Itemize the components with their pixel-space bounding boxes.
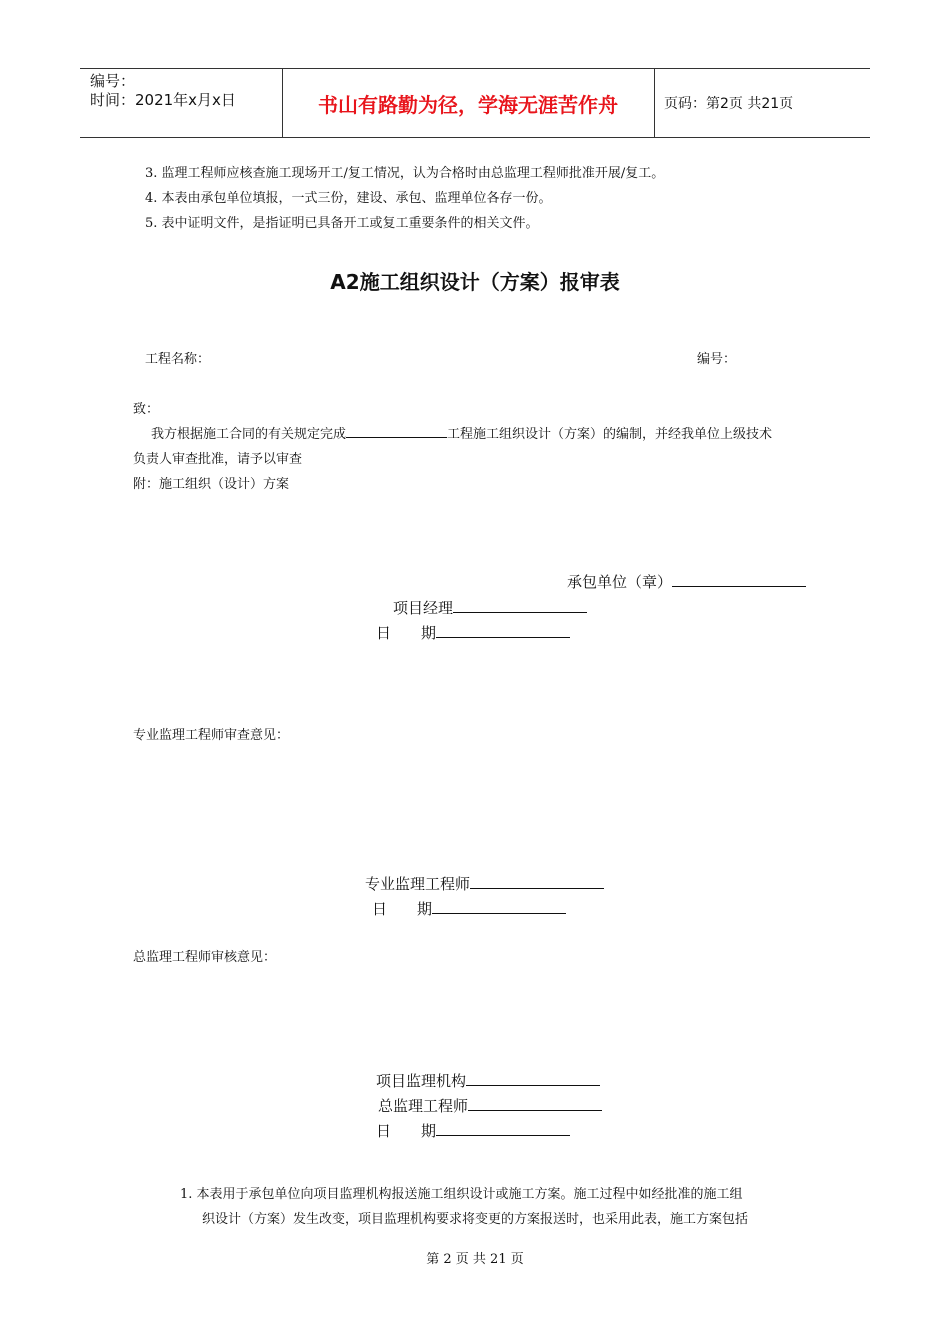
date-label: 日 期 [372, 900, 433, 918]
chief-opinion-label: 总监理工程师审核意见： [133, 950, 277, 965]
supervision-org-blank [466, 1071, 600, 1086]
chief-engineer-blank [468, 1096, 602, 1111]
note-4: 4. 本表由承包单位填报，一式三份，建设、承包、监理单位各存一份。 [145, 191, 552, 206]
header-time-label: 时间：2021年x月x日 [90, 91, 236, 109]
note-5: 5. 表中证明文件，是指证明已具备开工或复工重要条件的相关文件。 [145, 216, 539, 231]
body-line-1 [151, 423, 772, 442]
header-divider [654, 69, 655, 137]
date-blank [432, 899, 566, 914]
date-label: 日 期 [376, 1122, 437, 1140]
specialist-engineer-blank [470, 874, 604, 889]
header-slogan: 书山有路勤为径，学海无涯苦作舟 [318, 92, 618, 117]
to-label: 致： [133, 402, 160, 417]
page-header [80, 68, 870, 138]
project-manager-label: 项目经理 [393, 599, 454, 617]
project-manager-line [393, 597, 587, 618]
bottom-note-line-2: 织设计（方案）发生改变，项目监理机构要求将变更的方案报送时，也采用此表，施工方案包括 [202, 1212, 749, 1227]
attachment-label: 附：施工组织（设计）方案 [133, 477, 290, 492]
form-title: A2施工组织设计（方案）报审表 [330, 270, 620, 294]
date-line-3 [376, 1120, 570, 1141]
contractor-unit-label: 承包单位（章） [567, 573, 673, 591]
body-line-1-after: 工程施工组织设计（方案）的编制，并经我单位上级技术 [447, 427, 773, 442]
chief-engineer-label: 总监理工程师 [378, 1097, 469, 1115]
form-number-label: 编号： [697, 352, 737, 367]
project-manager-blank [453, 598, 587, 613]
chief-engineer-line [378, 1095, 602, 1116]
date-line-1 [376, 622, 570, 643]
date-blank [436, 1121, 570, 1136]
body-line-2: 负责人审查批准，请予以审查 [133, 452, 303, 467]
header-page-info: 页码：第2页 共21页 [664, 96, 794, 112]
specialist-engineer-line [365, 873, 604, 894]
header-number-label: 编号： [90, 72, 136, 90]
project-name-label: 工程名称： [145, 352, 211, 367]
date-label: 日 期 [376, 624, 437, 642]
supervision-org-label: 项目监理机构 [376, 1072, 467, 1090]
work-name-blank [346, 423, 447, 438]
specialist-opinion-label: 专业监理工程师审查意见： [133, 728, 290, 743]
supervision-org-line [376, 1070, 600, 1091]
note-3: 3. 监理工程师应核查施工现场开工/复工情况，认为合格时由总监理工程师批准开展/复工。 [145, 166, 665, 181]
body-line-1-before: 我方根据施工合同的有关规定完成 [151, 427, 347, 442]
date-line-2 [372, 898, 566, 919]
page-footer: 第 2 页 共 21 页 [426, 1252, 524, 1267]
date-blank [436, 623, 570, 638]
contractor-unit-line [567, 571, 806, 592]
specialist-engineer-label: 专业监理工程师 [365, 875, 471, 893]
header-meta [90, 72, 236, 110]
contractor-unit-blank [672, 572, 806, 587]
bottom-note-line-1: 1. 本表用于承包单位向项目监理机构报送施工组织设计或施工方案。施工过程中如经批准的施工组 [180, 1187, 743, 1202]
